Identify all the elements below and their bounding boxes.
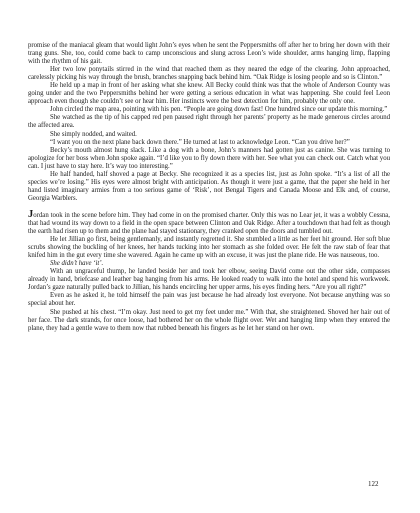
italic-thought	[28, 260, 390, 268]
paragraph: She simply nodded, and waited.	[50, 130, 137, 138]
body-text	[28, 42, 390, 333]
paragraph: He half handed, half shoved a page at Becky. She recognized it as a species list, just as John spoke. “It’s a list of all the species we’re losing.” His eyes were almost bright with anticipation. As though it were just a game, that the paper she held in her hand listed imaginary armies from a too serious game of ‘Risk’, not Bengal Tigers and Canada Moose and Elk and, of course, Georgia Warblers.	[28, 170, 390, 202]
paragraph: Even as he asked it, he told himself the pain was just because he had already lost everyone. Not because anything was so special about her.	[28, 292, 390, 308]
paragraph: Her two low ponytails stirred in the wind that reached them as they neared the edge of the clearing. John approached, carelessly picking his way through the brush, branches snapping back behind him. “Oak Ridge is losing people and so is Clinton.”	[28, 66, 390, 82]
paragraph: Becky’s mouth almost hung slack. Like a dog with a bone, John’s manners had gotten just as canine. She was turning to apologize for her boss when John spoke again. “I’d like you to fly down there with her. See what you can check out. Catch what you can. I just have to stay here. It’s way too interesting.”	[28, 146, 390, 170]
drop-cap: J	[28, 208, 34, 220]
paragraph: She pushed at his chest. “I’m okay. Just need to get my feet under me.” With that, she straightened. Shoved her hair out of her face. The dark strands, for once loose, had bothered her on the whole flight over. Wet and hanging limp when they entered the plane, they had a gentle wave to them now that rubbed beneath his fingers as he let her stand on her own.	[28, 308, 390, 332]
paragraph: John circled the map area, pointing with his pen. “People are going down fast! One hundred since our update this morning.”	[50, 106, 388, 114]
paragraph-text: ordan took in the scene before him. They had come in on the promised charter. Only this was no Lear jet, it was a wobbly Cessna, that had wound its way down to a field in the open space between Clinton and Oak Ridge. After a touchdown that had felt as though the earth had risen up to them and the plane had stayed stationary, they cranked open the doors and tumbled out.	[28, 211, 390, 236]
paragraph: promise of the maniacal gleam that would light John’s eyes when he sent the Peppersmiths off after her to bring her down with their trang guns. She, too, could come back to camp unconscious and slung across Leon’s wide shoulder, arms hanging limp, flapping with the rhythm of his gait.	[28, 42, 390, 66]
page-number: 122	[368, 480, 379, 488]
section-opening-paragraph	[28, 208, 390, 236]
paragraph: With an ungraceful thump, he landed beside her and took her elbow, seeing David come out the other side, compasses already in hand, briefcase and leather bag hanging from his arms. He looked ready to walk into the hotel and spend his workweek. Jordan’s gaze naturally pulled back to Jillian, his hands encircling her upper arms, his eyes finding hers. “Are you all right?”	[28, 268, 390, 292]
paragraph: She watched as the tip of his capped red pen paused right through her parents’ property as he made generous circles around the affected area.	[28, 114, 390, 130]
paragraph: He held up a map in front of her asking what she knew. All Becky could think was that the whole of Anderson County was going under and the two Peppersmiths behind her were getting a serious education in what was happening. She could feel Leon approach even though she couldn’t see or hear him. Her instincts were the best detection for him, probably the only one.	[28, 82, 390, 106]
italic-text: She didn’t have ‘it’.	[50, 260, 104, 268]
paragraph: “I want you on the next plane back down there.” He turned at last to acknowledge Leon. “Can you drive her?”	[50, 138, 350, 146]
paragraph: He let Jillian go first, being gentlemanly, and instantly regretted it. She stumbled a little as her feet hit ground. Her soft blue scrubs showing the buckling of her knees, her hands tucking into her stomach as she folded over. He felt the raw stab of fear that knifed him in the gut every time she wavered. Again he came up with an excuse, it was just the plane ride. He was nauseous, too.	[28, 236, 390, 260]
section-break	[28, 203, 390, 211]
